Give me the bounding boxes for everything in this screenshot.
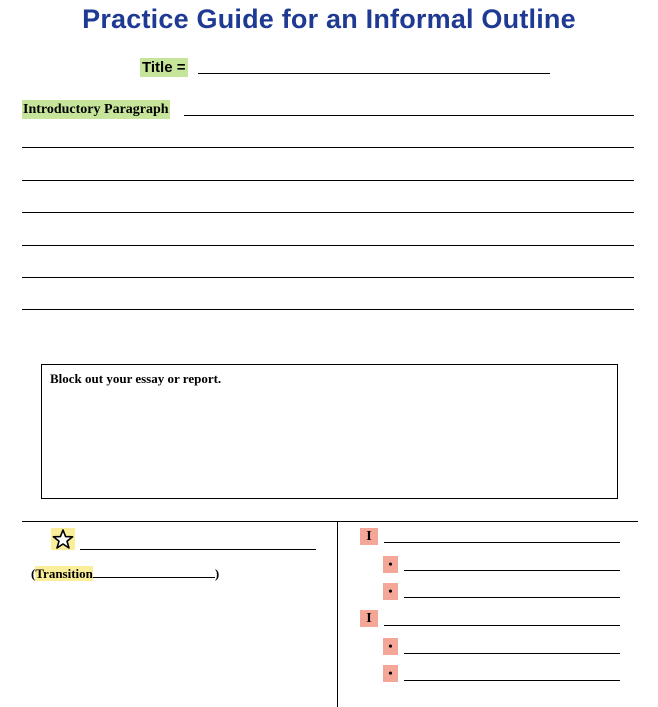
section-divider: [22, 521, 638, 522]
bullet-line-2a[interactable]: [404, 653, 620, 654]
heading-marker-1: I: [360, 528, 378, 545]
intro-line-6[interactable]: [22, 277, 634, 278]
heading-line-1[interactable]: [384, 542, 620, 543]
intro-paragraph-label: Introductory Paragraph: [23, 102, 169, 117]
intro-line-3[interactable]: [22, 180, 634, 181]
block-out-instruction: Block out your essay or report.: [50, 371, 222, 386]
bullet-line-1b[interactable]: [404, 597, 620, 598]
star-icon: [51, 528, 75, 550]
transition-label: Transition: [35, 566, 93, 581]
intro-line-4[interactable]: [22, 212, 634, 213]
transition-blank[interactable]: [93, 565, 215, 578]
block-out-box[interactable]: [41, 364, 618, 499]
column-divider: [337, 521, 338, 707]
transition-field: [31, 565, 219, 582]
intro-line-7[interactable]: [22, 309, 634, 310]
transition-close-paren: ): [214, 566, 220, 581]
star-point-line[interactable]: [80, 549, 316, 550]
heading-marker-2: I: [360, 610, 378, 627]
bullet-marker-2a: •: [383, 638, 398, 655]
bullet-marker-2b: •: [383, 665, 398, 682]
intro-line-1[interactable]: [184, 115, 634, 116]
bullet-line-2b[interactable]: [404, 680, 620, 681]
intro-line-5[interactable]: [22, 245, 634, 246]
title-blank-line[interactable]: [198, 73, 550, 74]
heading-line-2[interactable]: [384, 625, 620, 626]
bullet-marker-1a: •: [383, 556, 398, 573]
bullet-line-1a[interactable]: [404, 570, 620, 571]
transition-open-paren: (: [31, 566, 36, 581]
page-title: Practice Guide for an Informal Outline: [82, 4, 576, 34]
intro-line-2[interactable]: [22, 147, 634, 148]
title-label: Title =: [142, 59, 186, 76]
bullet-marker-1b: •: [383, 583, 398, 600]
